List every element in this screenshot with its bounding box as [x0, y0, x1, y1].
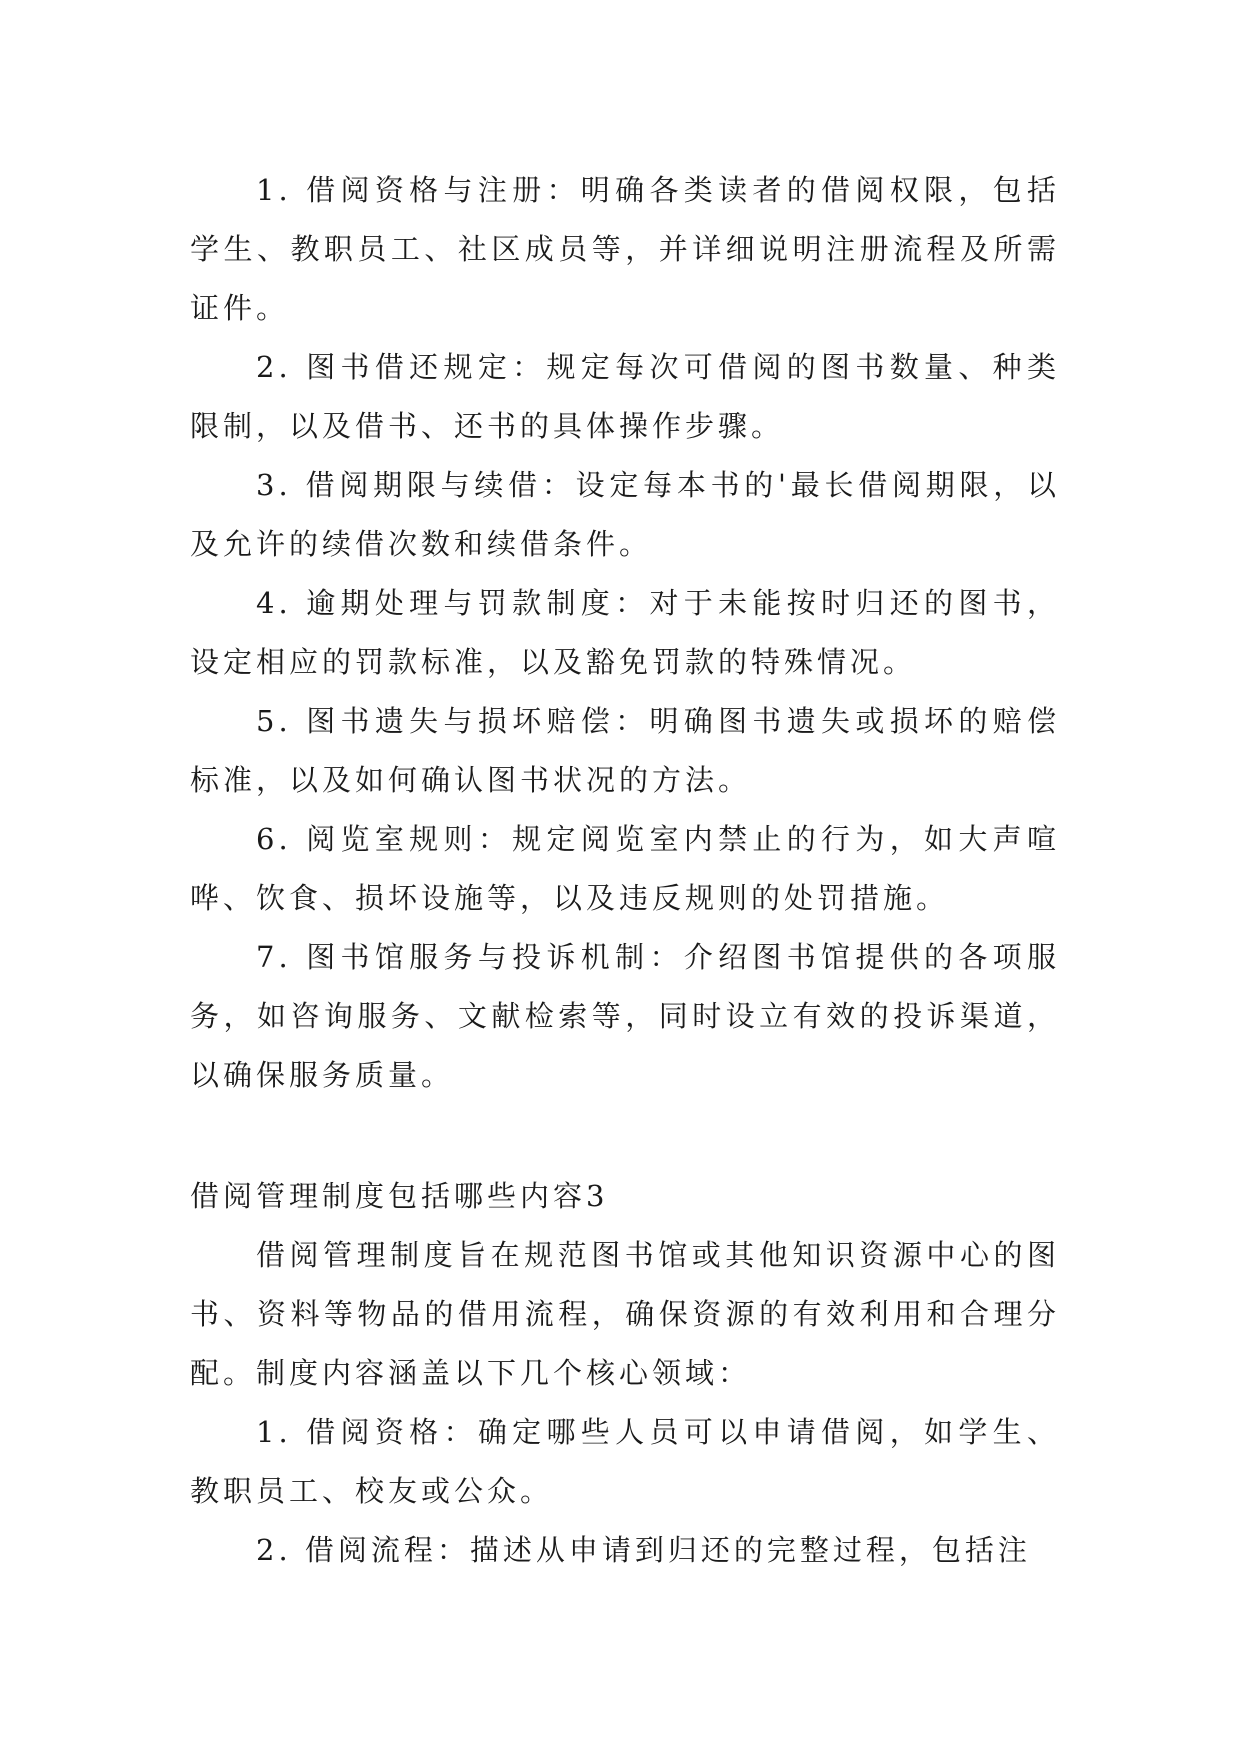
rule-item-7: 7. 图书馆服务与投诉机制：介绍图书馆提供的各项服务，如咨询服务、文献检索等，同时设立有效的投诉渠道，以确保服务质量。 [190, 940, 1060, 1092]
rule-item-4: 4. 逾期处理与罚款制度：对于未能按时归还的图书，设定相应的罚款标准，以及豁免罚款的特殊情况。 [190, 586, 1060, 679]
rule-item-1: 1. 借阅资格与注册：明确各类读者的借阅权限，包括学生、教职员工、社区成员等，并详细说明注册流程及所需证件。 [190, 173, 1060, 325]
document-body [190, 161, 1060, 1580]
section-intro: 借阅管理制度旨在规范图书馆或其他知识资源中心的图书、资料等物品的借用流程，确保资源的有效利用和合理分配。制度内容涵盖以下几个核心领域： [190, 1238, 1060, 1390]
section-item-2: 2. 借阅流程：描述从申请到归还的完整过程，包括注 [256, 1533, 1031, 1567]
section-heading: 借阅管理制度包括哪些内容3 [190, 1179, 609, 1213]
rule-item-2: 2. 图书借还规定：规定每次可借阅的图书数量、种类限制，以及借书、还书的具体操作步骤。 [190, 350, 1060, 443]
section-item-1: 1. 借阅资格：确定哪些人员可以申请借阅，如学生、教职员工、校友或公众。 [190, 1415, 1060, 1508]
rule-item-6: 6. 阅览室规则：规定阅览室内禁止的行为，如大声喧哗、饮食、损坏设施等，以及违反规则的处罚措施。 [190, 822, 1060, 915]
rule-item-3: 3. 借阅期限与续借：设定每本书的'最长借阅期限，以及允许的续借次数和续借条件。 [190, 468, 1060, 561]
rule-item-5: 5. 图书遗失与损坏赔偿：明确图书遗失或损坏的赔偿标准，以及如何确认图书状况的方法。 [190, 704, 1060, 797]
